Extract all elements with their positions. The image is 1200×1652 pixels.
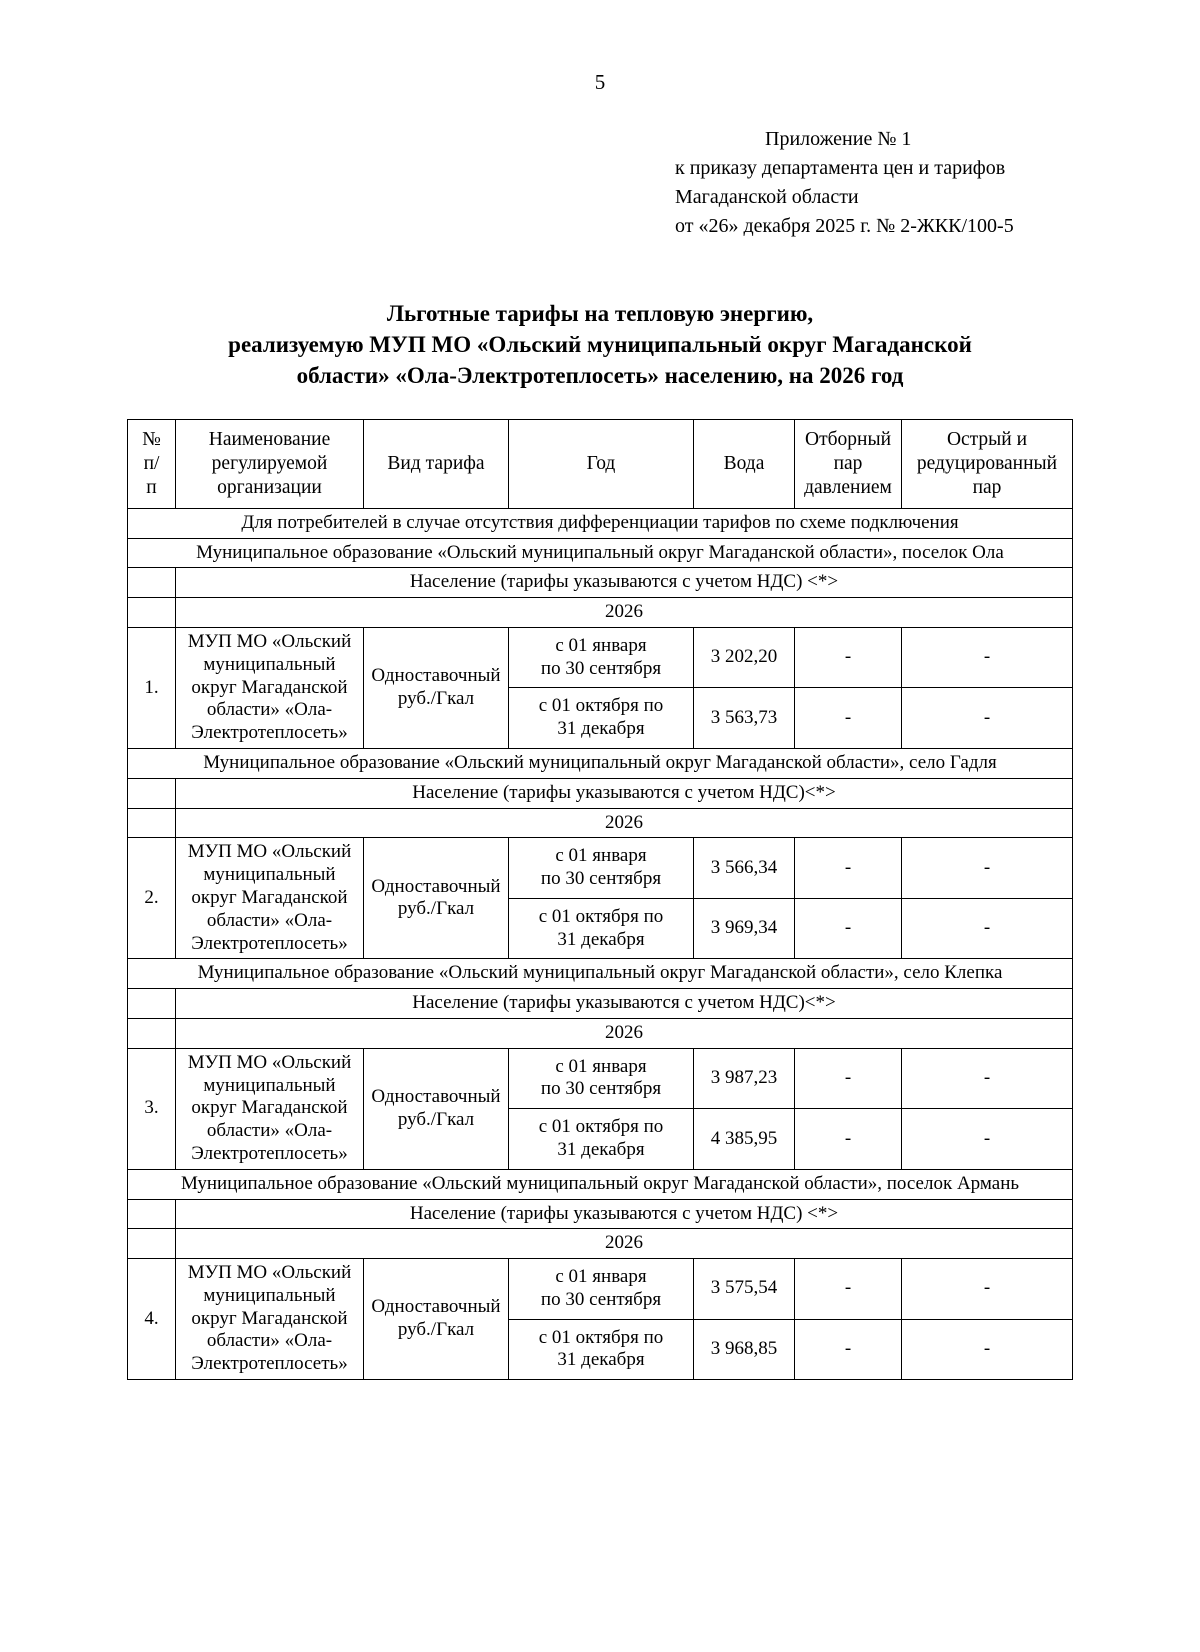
band-population-2: Население (тарифы указываются с учетом НДС)<*>: [176, 778, 1073, 808]
row-tariff-type-3: [364, 1048, 509, 1169]
row-organization-1-l1: МУП МО «Ольский: [187, 630, 352, 652]
column-header-sharp-steam-l2: редуцированный: [916, 453, 1058, 475]
row-organization-2-l4: области» «Ола-: [206, 909, 333, 931]
band-municipality-4: Муниципальное образование «Ольский муниципальный округ Магаданской области», поселок Армань: [128, 1169, 1073, 1199]
column-header-steam: [795, 420, 902, 508]
row-period-1-1-l2: по 30 сентября: [540, 657, 662, 679]
column-header-year: Год: [509, 420, 694, 508]
row-water-2-1: 3 566,34: [694, 838, 795, 898]
table-band-row: [128, 959, 1073, 989]
row-water-4-2: 3 968,85: [694, 1319, 795, 1380]
row-steam-4-2: -: [795, 1319, 902, 1380]
table-band-row: [128, 748, 1073, 778]
row-organization-3: [176, 1048, 364, 1169]
row-steam-2-1: -: [795, 838, 902, 898]
row-period-1-2-l1: с 01 октября по: [538, 695, 664, 717]
band-population-1: Население (тарифы указываются с учетом НДС) <*>: [176, 568, 1073, 598]
row-sharp-2-1: -: [902, 838, 1073, 898]
row-period-4-1-l1: с 01 января: [555, 1266, 647, 1288]
table-row: [128, 838, 1073, 898]
band-row-number-year-4: [128, 1229, 176, 1259]
appendix-line-1: Приложение № 1: [765, 128, 912, 150]
band-row-number-1: [128, 568, 176, 598]
row-tariff-type-3-l1: Одноставочный: [371, 1085, 501, 1107]
band-row-number-2: [128, 778, 176, 808]
table-band-row: [128, 989, 1073, 1019]
column-header-organization-l3: организации: [217, 477, 322, 498]
band-population-3: Население (тарифы указываются с учетом НДС)<*>: [176, 989, 1073, 1019]
page-title: [90, 299, 1110, 391]
row-steam-1-2: -: [795, 688, 902, 749]
row-tariff-type-4-l2: руб./Гкал: [397, 1319, 475, 1341]
row-tariff-type-2-l1: Одноставочный: [371, 875, 501, 897]
table-band-row: [128, 598, 1073, 628]
row-organization-4-l4: области» «Ола-: [206, 1330, 333, 1352]
row-number-2: 2.: [128, 838, 176, 959]
column-header-organization: [176, 420, 364, 508]
row-organization-1-l2: муниципальный: [203, 653, 336, 675]
table-header-row: [128, 420, 1073, 508]
row-sharp-4-2: -: [902, 1319, 1073, 1380]
row-period-2-2-l2: 31 декабря: [557, 928, 645, 950]
row-sharp-3-1: -: [902, 1048, 1073, 1108]
table-band-row: [128, 1199, 1073, 1229]
table-row: [128, 627, 1073, 687]
row-tariff-type-1-l2: руб./Гкал: [397, 687, 475, 709]
row-tariff-type-4-l1: Одноставочный: [371, 1296, 501, 1318]
table-row: [128, 1048, 1073, 1108]
row-organization-2-l1: МУП МО «Ольский: [187, 841, 352, 863]
row-tariff-type-2: [364, 838, 509, 959]
page-title-line-2: реализуемую МУП МО «Ольский муниципальный округ Магаданской: [228, 331, 972, 357]
band-row-number-3: [128, 989, 176, 1019]
row-period-4-1: [509, 1259, 694, 1319]
row-steam-4-1: -: [795, 1259, 902, 1319]
column-header-number-l2: п/: [143, 453, 160, 475]
column-header-number: [128, 420, 176, 508]
row-sharp-3-2: -: [902, 1109, 1073, 1170]
row-organization-2-l2: муниципальный: [203, 864, 336, 886]
row-sharp-2-2: -: [902, 898, 1073, 959]
band-no-differentiation: Для потребителей в случае отсутствия дифференциации тарифов по схеме подключения: [128, 508, 1073, 538]
row-tariff-type-2-l2: руб./Гкал: [397, 898, 475, 920]
row-organization-3-l2: муниципальный: [203, 1074, 336, 1096]
row-organization-4-l3: округ Магаданской: [191, 1307, 348, 1329]
row-organization-3-l3: округ Магаданской: [191, 1097, 348, 1119]
row-period-2-2-l1: с 01 октября по: [538, 905, 664, 927]
band-row-number-year-3: [128, 1018, 176, 1048]
row-steam-3-2: -: [795, 1109, 902, 1170]
column-header-organization-l1: Наименование: [208, 429, 331, 451]
column-header-sharp-steam-l3: пар: [972, 477, 1002, 498]
row-period-4-1-l2: по 30 сентября: [540, 1288, 662, 1310]
band-year-1: 2026: [176, 598, 1073, 628]
row-period-2-1: [509, 838, 694, 898]
row-organization-4: [176, 1259, 364, 1380]
row-organization-4-l2: муниципальный: [203, 1284, 336, 1306]
band-row-number-year-1: [128, 598, 176, 628]
column-header-number-l1: №: [142, 429, 161, 451]
row-sharp-1-2: -: [902, 688, 1073, 749]
row-organization-3-l1: МУП МО «Ольский: [187, 1051, 352, 1073]
page-number: 5: [594, 70, 606, 94]
row-sharp-4-1: -: [902, 1259, 1073, 1319]
column-header-number-l3: п: [146, 477, 157, 498]
row-organization-2-l3: округ Магаданской: [191, 886, 348, 908]
row-period-3-2-l1: с 01 октября по: [538, 1116, 664, 1138]
row-water-1-1: 3 202,20: [694, 627, 795, 687]
row-period-4-2-l1: с 01 октября по: [538, 1326, 664, 1348]
appendix-line-3: Магаданской области: [675, 186, 859, 208]
column-header-steam-l2: пар: [833, 453, 863, 475]
row-steam-2-2: -: [795, 898, 902, 959]
row-period-3-1-l1: с 01 января: [555, 1055, 647, 1077]
table-row: [128, 1259, 1073, 1319]
column-header-tariff-type: Вид тарифа: [364, 420, 509, 508]
row-tariff-type-3-l2: руб./Гкал: [397, 1108, 475, 1130]
row-period-1-1: [509, 627, 694, 687]
row-period-4-2-l2: 31 декабря: [557, 1349, 645, 1371]
row-period-1-2-l2: 31 декабря: [557, 718, 645, 740]
row-period-1-2: [509, 688, 694, 749]
table-band-row: [128, 778, 1073, 808]
row-period-4-2: [509, 1319, 694, 1380]
row-period-3-2: [509, 1109, 694, 1170]
row-period-3-1-l2: по 30 сентября: [540, 1078, 662, 1100]
row-period-2-2: [509, 898, 694, 959]
row-water-1-2: 3 563,73: [694, 688, 795, 749]
row-organization-1-l3: округ Магаданской: [191, 676, 348, 698]
band-municipality-3: Муниципальное образование «Ольский муниципальный округ Магаданской области», село Клепка: [128, 959, 1073, 989]
table-band-row: [128, 508, 1073, 538]
row-water-3-1: 3 987,23: [694, 1048, 795, 1108]
table-band-row: [128, 808, 1073, 838]
page-title-line-1: Льготные тарифы на тепловую энергию,: [386, 301, 814, 326]
row-water-4-1: 3 575,54: [694, 1259, 795, 1319]
table-band-row: [128, 1229, 1073, 1259]
row-organization-1-l5: Электротеплосеть»: [191, 722, 348, 744]
row-organization-4-l1: МУП МО «Ольский: [187, 1262, 352, 1284]
page-title-line-3: области» «Ола-Электротеплосеть» населению, на 2026 год: [296, 362, 904, 388]
band-population-4: Население (тарифы указываются с учетом НДС) <*>: [176, 1199, 1073, 1229]
row-organization-1: [176, 627, 364, 748]
row-organization-2-l5: Электротеплосеть»: [191, 932, 348, 954]
table-band-row: [128, 538, 1073, 568]
column-header-steam-l3: давлением: [804, 477, 892, 498]
row-organization-3-l4: области» «Ола-: [206, 1120, 333, 1142]
table-band-row: [128, 568, 1073, 598]
row-water-2-2: 3 969,34: [694, 898, 795, 959]
band-municipality-1: Муниципальное образование «Ольский муниципальный округ Магаданской области», поселок Ола: [128, 538, 1073, 568]
row-number-4: 4.: [128, 1259, 176, 1380]
band-year-3: 2026: [176, 1018, 1073, 1048]
column-header-sharp-steam-l1: Острый и: [946, 429, 1028, 451]
row-number-1: 1.: [128, 627, 176, 748]
appendix-line-2: к приказу департамента цен и тарифов: [675, 157, 1006, 179]
column-header-steam-l1: Отборный: [805, 429, 891, 451]
row-water-3-2: 4 385,95: [694, 1109, 795, 1170]
row-sharp-1-1: -: [902, 627, 1073, 687]
table-band-row: [128, 1018, 1073, 1048]
band-year-4: 2026: [176, 1229, 1073, 1259]
band-year-2: 2026: [176, 808, 1073, 838]
row-organization-3-l5: Электротеплосеть»: [191, 1142, 348, 1164]
row-tariff-type-1-l1: Одноставочный: [371, 665, 501, 687]
row-period-3-1: [509, 1048, 694, 1108]
row-steam-3-1: -: [795, 1048, 902, 1108]
appendix-header: [675, 125, 1110, 241]
row-organization-2: [176, 838, 364, 959]
column-header-organization-l2: регулируемой: [211, 453, 328, 475]
row-tariff-type-1: [364, 627, 509, 748]
row-number-3: 3.: [128, 1048, 176, 1169]
appendix-line-4: от «26» декабря 2025 г. № 2-ЖКК/100-5: [675, 215, 1014, 237]
row-period-1-1-l1: с 01 января: [555, 634, 647, 656]
column-header-sharp-steam: [902, 420, 1073, 508]
tariffs-table: [127, 419, 1073, 1380]
band-row-number-4: [128, 1199, 176, 1229]
row-period-2-1-l1: с 01 января: [555, 845, 647, 867]
band-row-number-year-2: [128, 808, 176, 838]
row-tariff-type-4: [364, 1259, 509, 1380]
row-organization-1-l4: области» «Ола-: [206, 699, 333, 721]
table-band-row: [128, 1169, 1073, 1199]
row-organization-4-l5: Электротеплосеть»: [191, 1353, 348, 1375]
band-municipality-2: Муниципальное образование «Ольский муниципальный округ Магаданской области», село Гадля: [128, 748, 1073, 778]
row-period-2-1-l2: по 30 сентября: [540, 868, 662, 890]
row-steam-1-1: -: [795, 627, 902, 687]
row-period-3-2-l2: 31 декабря: [557, 1138, 645, 1160]
column-header-water: Вода: [694, 420, 795, 508]
